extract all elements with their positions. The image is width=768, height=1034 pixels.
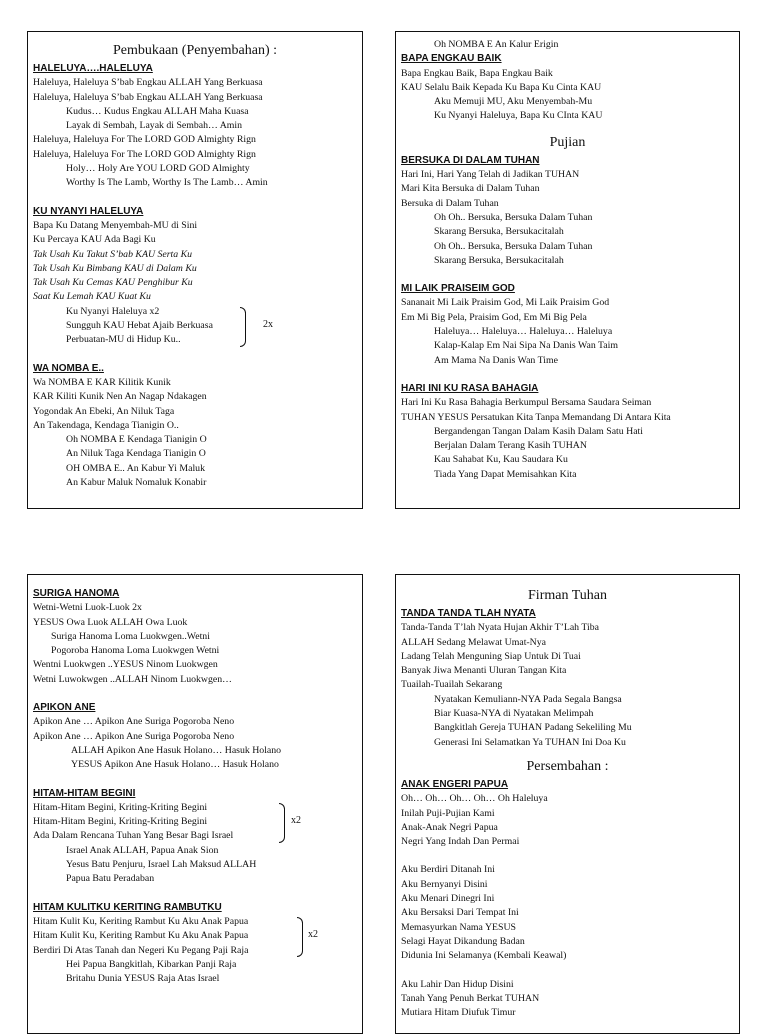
lyric-line: Mutiara Hitam Diufuk Timur bbox=[401, 1007, 516, 1019]
song-title: BAPA ENGKAU BAIK bbox=[401, 53, 502, 65]
section-heading: Firman Tuhan bbox=[528, 588, 607, 603]
lyric-line: Didunia Ini Selamanya (Kembali Keawal) bbox=[401, 950, 567, 962]
section-heading: Persembahan : bbox=[526, 758, 609, 774]
chorus-line: Nyatakan Kemuliann-NYA Pada Segala Bangsa bbox=[434, 693, 622, 705]
chorus-line: Oh Oh.. Bersuka, Bersuka Dalam Tuhan bbox=[434, 211, 593, 223]
chorus-line: Skarang Bersuka, Bersukacitalah bbox=[434, 254, 564, 266]
lyric-line: Oh NOMBA E An Kalur Erigin bbox=[434, 39, 559, 50]
lyric-line: Hitam Kulit Ku, Keriting Rambut Ku Aku Anak Papua bbox=[33, 930, 249, 942]
chorus-line: Kalap-Kalap Em Nai Sipa Na Danis Wan Taim bbox=[434, 340, 618, 352]
lyric-line: Apikon Ane … Apikon Ane Suriga Pogoroba Neno bbox=[33, 730, 235, 742]
chorus-line: Bergandengan Tangan Dalam Kasih Dalam Satu Hati bbox=[434, 425, 643, 437]
chorus-line: Tiada Yang Dapat Memisahkan Kita bbox=[434, 468, 577, 480]
lyric-line: Hitam-Hitam Begini, Kriting-Kriting Begini bbox=[33, 816, 208, 828]
chorus-line: Generasi Ini Selamatkan Ya TUHAN Ini Doa Ku bbox=[434, 736, 626, 748]
lyric-line: Aku Menari Dinegri Ini bbox=[401, 893, 495, 905]
repeat-group bbox=[33, 915, 357, 958]
lyric-line: Banyak Jiwa Menanti Uluran Tangan Kita bbox=[401, 665, 567, 677]
lyric-line: Haleluya, Haleluya S’bab Engkau ALLAH Yang Berkuasa bbox=[33, 91, 263, 103]
song-title: BERSUKA DI DALAM TUHAN bbox=[401, 154, 540, 166]
chorus-line: Oh NOMBA E Kendaga Tianigin O bbox=[66, 434, 207, 446]
lyric-line: Inilah Puji-Pujian Kami bbox=[401, 807, 495, 819]
song-sheet-panel-4 bbox=[395, 574, 740, 1034]
lyric-line: KAU Selalu Baik Kepada Ku Bapa Ku Cinta KAU bbox=[401, 81, 602, 93]
chorus-line: Kau Sahabat Ku, Kau Saudara Ku bbox=[434, 454, 568, 466]
lyric-line: Bersuka di Dalam Tuhan bbox=[401, 197, 499, 209]
song-title: HITAM KULITKU KERITING RAMBUTKU bbox=[33, 901, 222, 913]
repeat-label: x2 bbox=[308, 928, 318, 940]
lyric-line: Wentni Luokwgen ..YESUS Ninom Luokwgen bbox=[33, 659, 218, 671]
lyric-line: Worthy Is The Lamb, Worthy Is The Lamb… Amin bbox=[66, 177, 268, 189]
chorus-line: Pogoroba Hanoma Loma Luokwgen Wetni bbox=[51, 645, 220, 657]
lyric-line: Berdiri Di Atas Tanah dan Negeri Ku Pegang Paji Raja bbox=[33, 944, 249, 956]
repeat-brace bbox=[297, 917, 303, 957]
chorus-line: Bangkitlah Gereja TUHAN Padang Sekeliling Mu bbox=[434, 722, 632, 734]
lyric-line: Wetni-Wetni Luok-Luok 2x bbox=[33, 602, 142, 614]
lyric-line: Tak Usah Ku Takut S’bab KAU Serta Ku bbox=[33, 248, 193, 260]
song-title: MI LAIK PRAISEIM GOD bbox=[401, 283, 515, 295]
lyric-line: An Takendaga, Kendaga Tianigin O.. bbox=[33, 419, 179, 431]
lyric-line: Aku Lahir Dan Hidup Disini bbox=[401, 978, 514, 990]
song-title: KU NYANYI HALELUYA bbox=[33, 205, 144, 217]
lyric-line: Tak Usah Ku Bimbang KAU di Dalam Ku bbox=[33, 262, 197, 274]
chorus-line: Britahu Dunia YESUS Raja Atas Israel bbox=[66, 973, 220, 985]
song-title: WA NOMBA E.. bbox=[33, 362, 104, 374]
lyric-line: Hitam-Hitam Begini, Kriting-Kriting Begini bbox=[33, 801, 208, 813]
chorus-line: Hei Papua Bangkitlah, Kibarkan Panji Raja bbox=[66, 958, 237, 970]
song-title: SURIGA HANOMA bbox=[33, 588, 120, 599]
lyric-line: Aku Berdiri Ditanah Ini bbox=[401, 864, 495, 876]
chorus-line: OH OMBA E.. An Kabur Yi Maluk bbox=[66, 462, 205, 474]
chorus-line: Yesus Batu Penjuru, Israel Lah Maksud ALLAH bbox=[66, 859, 257, 871]
lyric-line: Haleluya, Haleluya For The LORD GOD Almighty Rign bbox=[33, 148, 256, 160]
song-title: ANAK ENGERI PAPUA bbox=[401, 778, 509, 790]
lyric-line: Tak Usah Ku Cemas KAU Penghibur Ku bbox=[33, 277, 193, 289]
chorus-line: ALLAH Apikon Ane Hasuk Holano… Hasuk Holano bbox=[71, 744, 282, 756]
repeat-brace bbox=[240, 307, 246, 347]
lyric-line: Layak di Sembah, Layak di Sembah… Amin bbox=[66, 120, 243, 132]
lyric-line: Aku Bernyanyi Disini bbox=[401, 878, 488, 890]
lyric-line: Oh… Oh… Oh… Oh… Oh Haleluya bbox=[401, 793, 548, 805]
lyric-line: Ada Dalam Rencana Tuhan Yang Besar Bagi Israel bbox=[33, 830, 234, 842]
lyric-line: Hari Ini Ku Rasa Bahagia Berkumpul Bersama Saudara Seiman bbox=[401, 397, 652, 409]
lyric-line: Ladang Telah Menguning Siap Untuk Di Tuai bbox=[401, 650, 581, 662]
chorus-line: Perbuatan-MU di Hidup Ku.. bbox=[66, 334, 181, 346]
song-title: HALELUYA….HALELUYA bbox=[33, 63, 153, 74]
chorus-line: Sungguh KAU Hebat Ajaib Berkuasa bbox=[66, 320, 213, 332]
lyric-line: Bapa Ku Datang Menyembah-MU di Sini bbox=[33, 219, 198, 231]
lyric-line: Bapa Engkau Baik, Bapa Engkau Baik bbox=[401, 67, 553, 79]
chorus-line: Am Mama Na Danis Wan Time bbox=[434, 354, 558, 366]
lyric-line: Holy… Holy Are YOU LORD GOD Almighty bbox=[66, 163, 250, 175]
chorus-line: An Kabur Maluk Nomaluk Konabir bbox=[66, 477, 207, 489]
chorus-line: Israel Anak ALLAH, Papua Anak Sion bbox=[66, 844, 219, 856]
chorus-line: Aku Memuji MU, Aku Menyembah-Mu bbox=[434, 96, 593, 108]
song-sheet-panel-2 bbox=[395, 31, 740, 509]
chorus-line: Berjalan Dalam Terang Kasih TUHAN bbox=[434, 440, 587, 452]
lyric-line: Wetni Luwokwgen ..ALLAH Ninom Luokwgen… bbox=[33, 673, 232, 685]
lyric-line: Mari Kita Bersuka di Dalam Tuhan bbox=[401, 183, 540, 195]
lyric-line: Em Mi Big Pela, Praisim God, Em Mi Big Pela bbox=[401, 311, 587, 323]
chorus-line: Haleluya… Haleluya… Haleluya… Haleluya bbox=[434, 326, 613, 338]
lyric-line: Apikon Ane … Apikon Ane Suriga Pogoroba Neno bbox=[33, 716, 235, 728]
chorus-line: Ku Nyanyi Haleluya, Bapa Ku CInta KAU bbox=[434, 110, 603, 122]
repeat-group bbox=[33, 801, 357, 844]
lyric-line: Haleluya, Haleluya S’bab Engkau ALLAH Yang Berkuasa bbox=[33, 77, 263, 89]
chorus-line: Suriga Hanoma Loma Luokwgen..Wetni bbox=[51, 630, 210, 642]
repeat-label: x2 bbox=[291, 814, 301, 826]
lyric-line: Hitam Kulit Ku, Keriting Rambut Ku Aku Anak Papua bbox=[33, 915, 249, 927]
chorus-line: Ku Nyanyi Haleluya x2 bbox=[66, 305, 160, 317]
song-sheet-panel-3 bbox=[27, 574, 363, 1034]
chorus-line: Biar Kuasa-NYA di Nyatakan Melimpah bbox=[434, 708, 594, 720]
chorus-group bbox=[33, 305, 357, 348]
lyric-line: ALLAH Sedang Melawat Umat-Nya bbox=[401, 636, 547, 648]
lyric-line: Sananait Mi Laik Praisim God, Mi Laik Praisim God bbox=[401, 297, 610, 309]
lyric-line: Memasyurkan Nama YESUS bbox=[401, 921, 517, 933]
lyric-line: Wa NOMBA E KAR Kilitik Kunik bbox=[33, 376, 171, 388]
lyric-line: Tanda-Tanda T’lah Nyata Hujan Akhir T’Lah Tiba bbox=[401, 622, 599, 634]
song-sheet-panel-1 bbox=[27, 31, 363, 509]
lyric-line: Yogondak An Ebeki, An Niluk Taga bbox=[33, 405, 175, 417]
lyric-line: Ku Percaya KAU Ada Bagi Ku bbox=[33, 234, 156, 246]
chorus-line: Oh Oh.. Bersuka, Bersuka Dalam Tuhan bbox=[434, 240, 593, 252]
song-title: HARI INI KU RASA BAHAGIA bbox=[401, 382, 539, 394]
lyric-line: Tanah Yang Penuh Berkat TUHAN bbox=[401, 992, 540, 1004]
lyric-line: Aku Bersaksi Dari Tempat Ini bbox=[401, 907, 519, 919]
lyric-line: TUHAN YESUS Persatukan Kita Tanpa Memandang Di Antara Kita bbox=[401, 411, 671, 423]
lyric-line: Saat Ku Lemah KAU Kuat Ku bbox=[33, 291, 151, 303]
song-title: APIKON ANE bbox=[33, 702, 96, 714]
lyric-line: KAR Kiliti Kunik Nen An Nagap Ndakagen bbox=[33, 391, 207, 403]
lyric-line: Negri Yang Indah Dan Permai bbox=[401, 836, 520, 848]
chorus-line: YESUS Apikon Ane Hasuk Holano… Hasuk Holano bbox=[71, 759, 279, 771]
lyric-line: Haleluya, Haleluya For The LORD GOD Almighty Rign bbox=[33, 134, 256, 146]
lyric-line: Kudus… Kudus Engkau ALLAH Maha Kuasa bbox=[66, 105, 249, 117]
lyric-line: Tuailah-Tuailah Sekarang bbox=[401, 679, 503, 691]
section-heading: Pujian bbox=[549, 134, 586, 150]
section-heading: Pembukaan (Penyembahan) : bbox=[112, 43, 278, 58]
chorus-line: Skarang Bersuka, Bersukacitalah bbox=[434, 226, 564, 238]
song-title: HITAM-HITAM BEGINI bbox=[33, 787, 136, 799]
repeat-brace bbox=[279, 803, 285, 843]
lyric-line: Hari Ini, Hari Yang Telah di Jadikan TUHAN bbox=[401, 169, 580, 181]
chorus-line: Papua Batu Peradaban bbox=[66, 873, 155, 885]
lyric-line: Selagi Hayat Dikandung Badan bbox=[401, 935, 525, 947]
chorus-line: An Niluk Taga Kendaga Tianigin O bbox=[66, 448, 206, 460]
lyric-line: YESUS Owa Luok ALLAH Owa Luok bbox=[33, 616, 188, 628]
repeat-label: 2x bbox=[263, 318, 273, 330]
song-title: TANDA TANDA TLAH NYATA bbox=[401, 608, 536, 619]
lyric-line: Anak-Anak Negri Papua bbox=[401, 821, 498, 833]
